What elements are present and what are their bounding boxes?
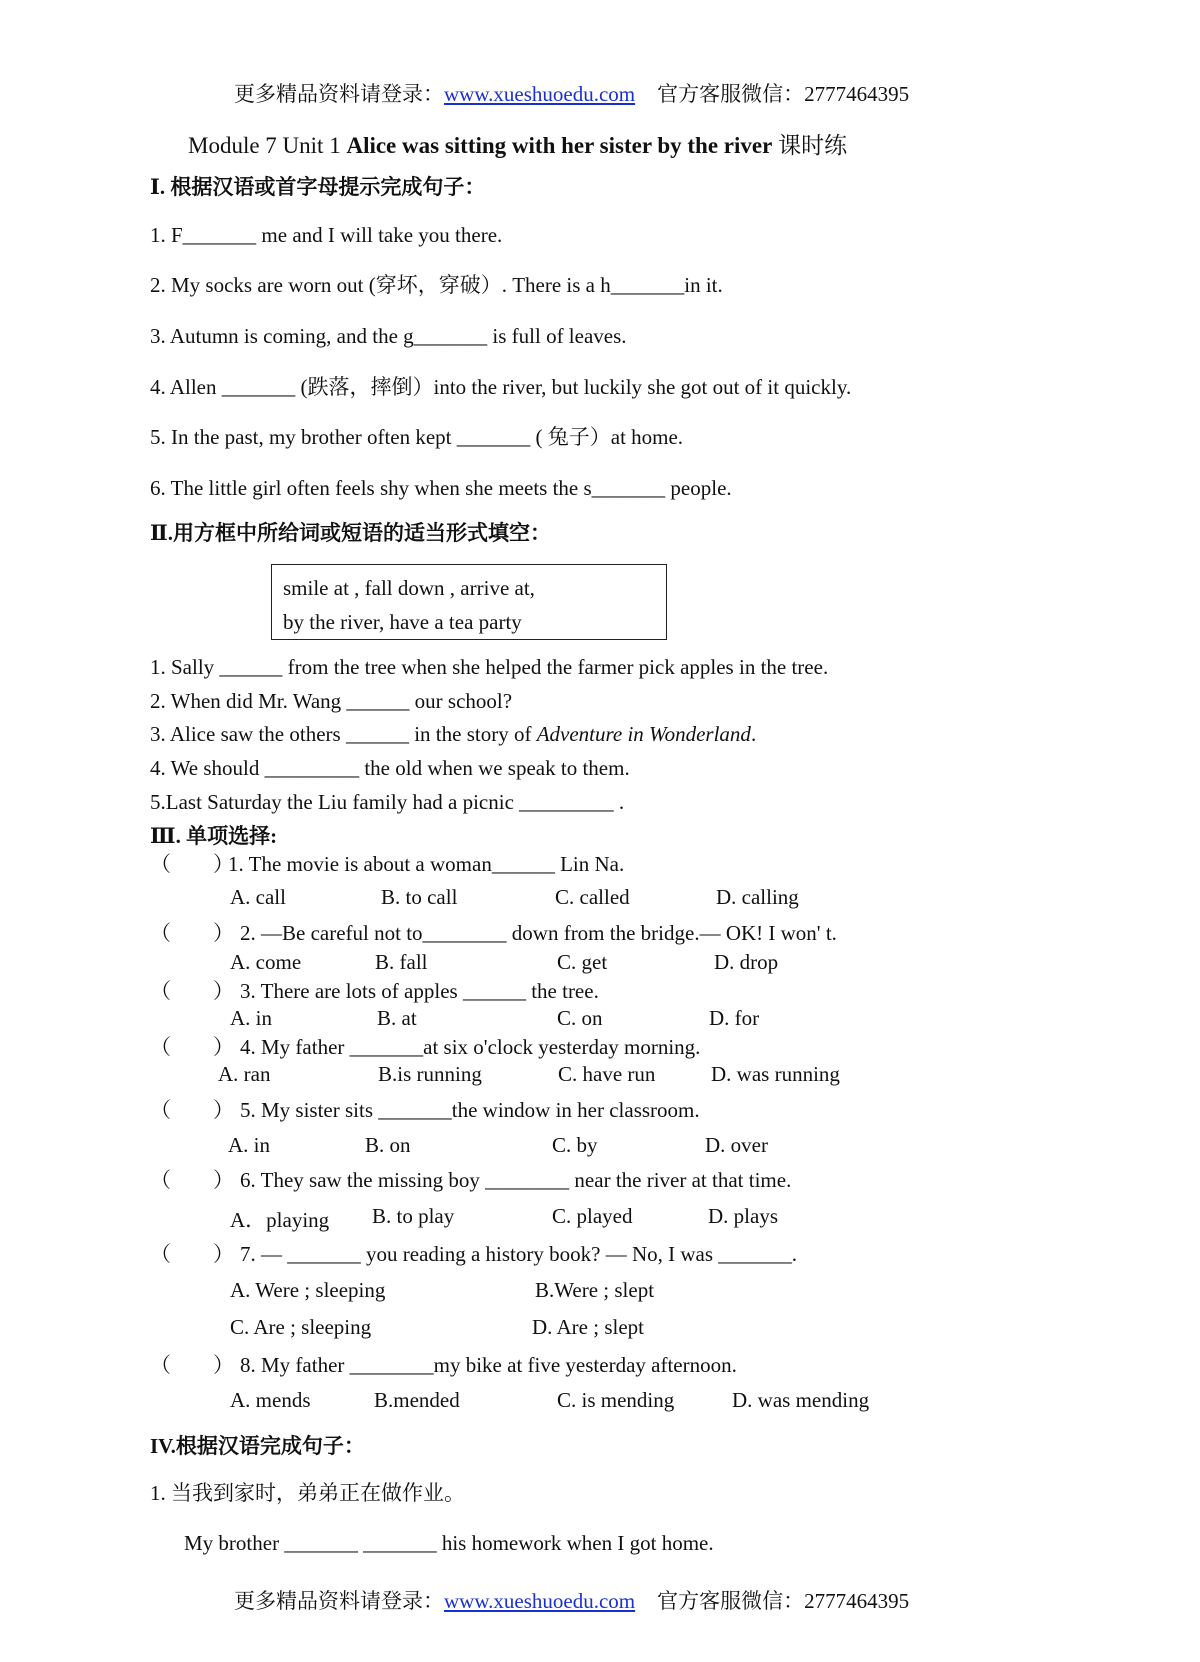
option-b: B. at [377, 1006, 417, 1030]
option-a: A. Were ; sleeping [230, 1278, 386, 1302]
answer-paren: （ ） [150, 921, 234, 945]
mc-question-1 [150, 851, 624, 877]
option-b: B.Were ; slept [535, 1278, 655, 1302]
section2-heading: Ⅱ.用方框中所给词或短语的适当形式填空： [150, 521, 551, 545]
page-footer [234, 1585, 909, 1615]
option-d: D. for [709, 1006, 760, 1030]
section4-heading: IV.根据汉语完成句子： [150, 1434, 365, 1458]
option-a: A. come [230, 950, 302, 974]
s1-item-3: 3. Autumn is coming, and the g_______ is full of leaves. [150, 324, 627, 348]
option-c: C. get [557, 950, 608, 974]
footer-link[interactable]: www.xueshuoedu.com [444, 1589, 636, 1613]
question-stem: 4. My father _______at six o'clock yesterday morning. [240, 1035, 701, 1059]
option-b: B. to call [381, 885, 458, 909]
option-a: A. in [228, 1133, 270, 1157]
option-a: A. ran [218, 1062, 271, 1086]
s2-item-3-pre: 3. Alice saw the others ______ in the story of [150, 722, 537, 746]
answer-paren: （ ） [150, 1098, 234, 1122]
option-d: D. plays [708, 1204, 778, 1228]
mc-question-4 [150, 1034, 700, 1060]
answer-paren: （ ） [150, 979, 234, 1003]
question-stem: 1. The movie is about a woman______ Lin Na. [228, 852, 625, 876]
s2-item-2: 2. When did Mr. Wang ______ our school? [150, 689, 513, 713]
mc-question-3 [150, 978, 599, 1004]
footer-prefix: 更多精品资料请登录： [234, 1589, 444, 1613]
option-d: D. was mending [732, 1388, 870, 1412]
option-c: C. is mending [557, 1388, 675, 1412]
word-box-line-2: by the river, have a tea party [283, 610, 522, 634]
section1-heading: Ⅰ. 根据汉语或首字母提示完成句子： [150, 175, 486, 199]
mc-question-8 [150, 1352, 737, 1378]
title-suffix: 课时练 [772, 133, 848, 158]
option-c: C. have run [558, 1062, 656, 1086]
s2-item-4: 4. We should _________ the old when we speak to them. [150, 756, 630, 780]
answer-paren: （ ） [150, 1353, 234, 1377]
s2-item-3-italic: Adventure in Wonderland [536, 722, 751, 746]
option-a: A. in [230, 1006, 272, 1030]
option-c: C. played [552, 1204, 633, 1228]
page-title [188, 127, 847, 160]
s1-item-6: 6. The little girl often feels shy when she meets the s_______ people. [150, 476, 732, 500]
word-box-line-1: smile at , fall down , arrive at, [283, 576, 535, 600]
s1-item-4: 4. Allen _______ (跌落，摔倒）into the river, but luckily she got out of it quickly. [150, 375, 852, 399]
question-stem: 6. They saw the missing boy ________ near the river at that time. [240, 1168, 792, 1192]
option-c: C. on [557, 1006, 603, 1030]
question-stem: 3. There are lots of apples ______ the tree. [240, 979, 599, 1003]
option-c: C. Are ; sleeping [230, 1315, 372, 1339]
mc-question-6 [150, 1167, 791, 1193]
option-b: B. on [365, 1133, 411, 1157]
s4-item-1-chinese: 1. 当我到家时，弟弟正在做作业。 [150, 1481, 465, 1505]
page-header [234, 78, 909, 108]
option-a: A．playing [230, 1208, 330, 1232]
mc-question-2 [150, 920, 837, 946]
option-b: B.mended [374, 1388, 460, 1412]
s1-item-1: 1. F_______ me and I will take you there. [150, 223, 503, 247]
title-bold: Alice was sitting with her sister by the river [346, 133, 773, 158]
answer-paren: （ ） [150, 1242, 234, 1266]
s2-item-3-post: . [750, 722, 757, 746]
option-c: C. by [552, 1133, 598, 1157]
title-plain: Module 7 Unit 1 [188, 133, 347, 158]
word-box [271, 564, 667, 640]
answer-paren: （ ） [150, 1168, 234, 1192]
header-prefix: 更多精品资料请登录： [234, 82, 444, 106]
mc-question-7 [150, 1241, 797, 1267]
header-wechat: 官方客服微信：2777464395 [657, 82, 910, 106]
option-b: B. fall [375, 950, 428, 974]
answer-paren: （ ） [150, 1035, 234, 1059]
s2-item-5: 5.Last Saturday the Liu family had a picnic _________ . [150, 790, 625, 814]
option-b: B. to play [372, 1204, 455, 1228]
option-b: B.is running [378, 1062, 482, 1086]
option-c: C. called [555, 885, 630, 909]
answer-paren: （ ） [150, 852, 234, 876]
option-d: D. over [705, 1133, 768, 1157]
section3-heading: Ⅲ. 单项选择: [150, 824, 278, 848]
s2-item-3 [150, 721, 756, 747]
question-stem: 2. —Be careful not to________ down from the bridge.— OK! I won' t. [240, 921, 837, 945]
option-d: D. was running [711, 1062, 840, 1086]
header-link[interactable]: www.xueshuoedu.com [444, 82, 636, 106]
s1-item-5: 5. In the past, my brother often kept _______ ( 兔子）at home. [150, 425, 684, 449]
option-a: A. call [230, 885, 286, 909]
question-stem: 7. — _______ you reading a history book? — No, I was _______. [240, 1242, 798, 1266]
s4-item-1-english: My brother _______ _______ his homework when I got home. [184, 1531, 714, 1555]
option-d: D. Are ; slept [532, 1315, 644, 1339]
question-stem: 5. My sister sits _______the window in her classroom. [240, 1098, 700, 1122]
footer-wechat: 官方客服微信：2777464395 [657, 1589, 910, 1613]
option-a: A. mends [230, 1388, 311, 1412]
s1-item-2: 2. My socks are worn out (穿坏，穿破）. There is a h_______in it. [150, 273, 723, 297]
option-d: D. calling [716, 885, 799, 909]
mc-question-5 [150, 1097, 700, 1123]
s2-item-1: 1. Sally ______ from the tree when she helped the farmer pick apples in the tree. [150, 655, 829, 679]
option-d: D. drop [714, 950, 779, 974]
question-stem: 8. My father ________my bike at five yesterday afternoon. [240, 1353, 737, 1377]
